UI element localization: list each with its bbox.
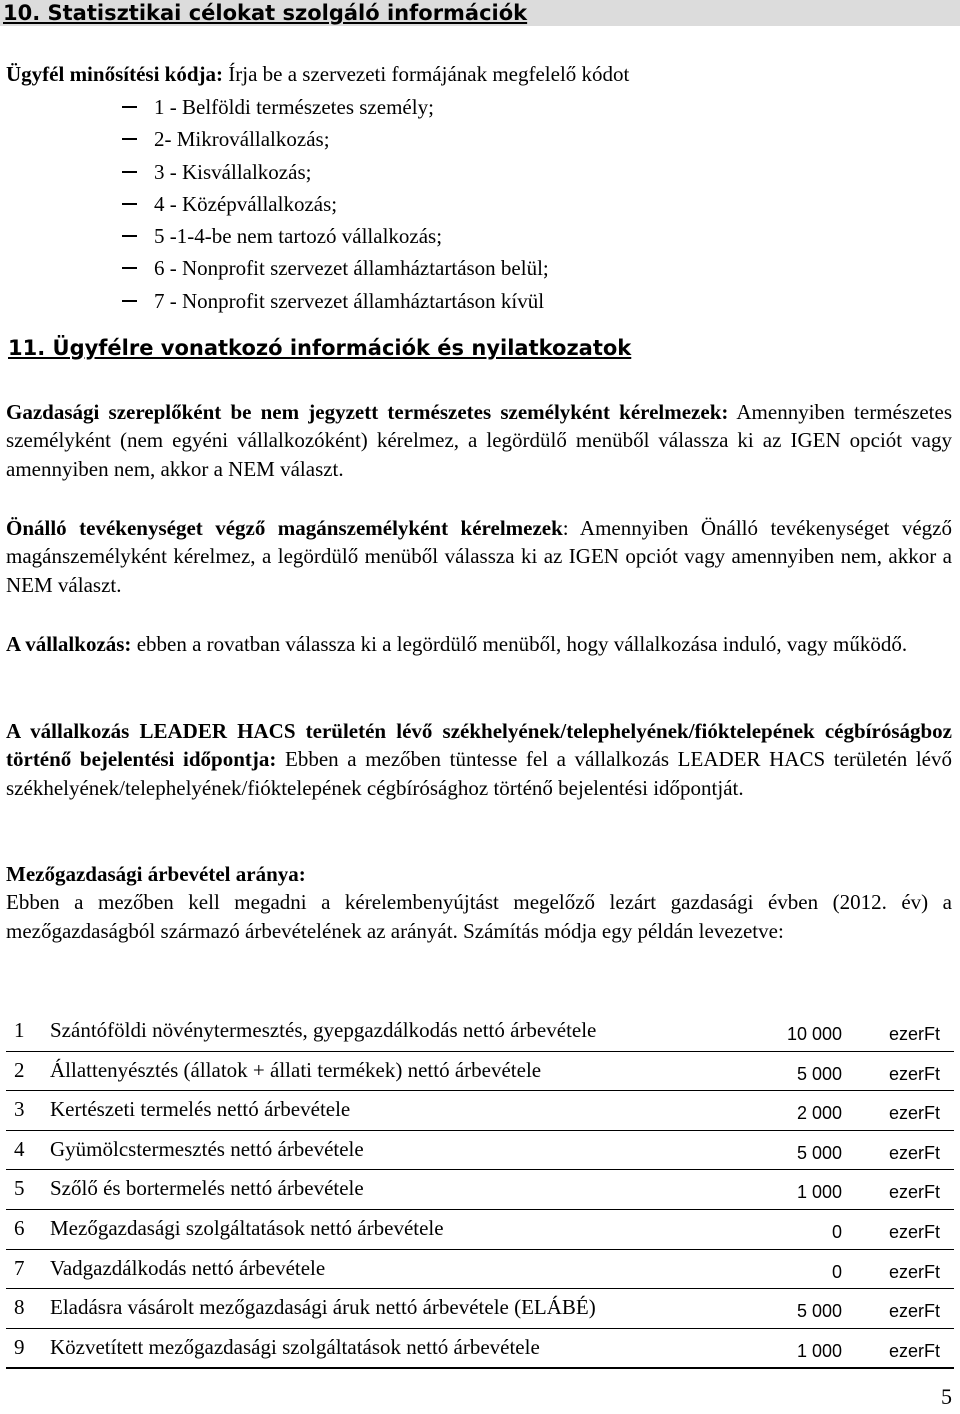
paragraph-text: Ebben a mezőben kell megadni a kérelembenyújtást megelőző lezárt gazdasági évben (2012. év) a mezőgazdaságból származó árbevételének az arányát. Számítás módja egy példán levezetve: bbox=[6, 890, 952, 943]
paragraph-label: A vállalkozás LEADER HACS területén lévő székhelyének/telephelyének/fióktelepének cégbíróságboz történő bejelentési időpontja: bbox=[6, 719, 952, 772]
dash-bullet bbox=[122, 300, 137, 302]
row-value: 10 000 bbox=[786, 1024, 842, 1044]
row-description: Közvetített mezőgazdasági szolgáltatások nettó árbevétele bbox=[50, 1334, 540, 1359]
paragraph-self-employed bbox=[6, 514, 952, 599]
row-description: Szántóföldi növénytermesztés, gyepgazdálkodás nettó árbevétele bbox=[50, 1018, 597, 1042]
client-code-instruction: Írja be a szervezeti formájának megfelelő kódot bbox=[223, 62, 630, 86]
dash-bullet bbox=[122, 106, 137, 108]
row-number: 7 bbox=[14, 1255, 25, 1280]
row-value: 5 000 bbox=[796, 1063, 842, 1084]
row-value: 0 bbox=[831, 1261, 842, 1282]
list-item bbox=[122, 125, 549, 157]
row-value: 5 000 bbox=[796, 1142, 842, 1163]
code-text: 5 -1-4-be nem tartozó vállalkozás; bbox=[154, 224, 443, 249]
row-number: 5 bbox=[14, 1176, 25, 1201]
table-row bbox=[6, 1170, 954, 1210]
paragraph-business bbox=[6, 630, 952, 658]
row-description: Kertészeti termelés nettó árbevétele bbox=[50, 1097, 351, 1122]
paragraph-label: Önálló tevékenységet végző magánszemélyként kérelmezek bbox=[6, 516, 563, 540]
code-text: 6 - Nonprofit szervezet államháztartáson belül; bbox=[154, 256, 549, 281]
row-number: 4 bbox=[14, 1136, 25, 1161]
dash-bullet bbox=[122, 138, 137, 140]
table-row bbox=[6, 1329, 954, 1370]
row-unit: ezerFt bbox=[888, 1063, 940, 1084]
row-unit: ezerFt bbox=[888, 1340, 940, 1361]
dash-bullet bbox=[122, 171, 137, 173]
paragraph-label: Gazdasági szereplőként be nem jegyzett természetes személyként kérelmezek: bbox=[6, 400, 729, 424]
row-value: 5 000 bbox=[796, 1301, 842, 1322]
row-unit: ezerFt bbox=[888, 1261, 940, 1282]
code-text: 2- Mikrovállalkozás; bbox=[154, 127, 330, 152]
row-unit: ezerFt bbox=[888, 1024, 940, 1044]
paragraph-leader-hacs bbox=[6, 717, 952, 802]
row-number: 8 bbox=[14, 1295, 25, 1320]
paragraph-text: : Amennyiben Önálló tevékenységet végző magánszemélyként kérelmez, a legördülő menüből válassza ki az IGEN opciót vagy amennyiben nem, akkor a NEM választ. bbox=[6, 516, 952, 597]
table-row bbox=[6, 1250, 954, 1290]
revenue-table bbox=[6, 1012, 954, 1369]
paragraph-text: ebben a rovatban válassza ki a legördülő menüből, hogy vállalkozása induló, vagy működő. bbox=[131, 632, 908, 656]
row-description: Vadgazdálkodás nettó árbevétele bbox=[50, 1255, 326, 1280]
code-text: 4 - Középvállalkozás; bbox=[154, 191, 338, 216]
list-item bbox=[122, 254, 549, 286]
section-10-heading: 10. Statisztikai célokat szolgáló információk bbox=[0, 0, 960, 26]
table-row bbox=[6, 1052, 954, 1092]
row-description: Mezőgazdasági szolgáltatások nettó árbevétele bbox=[50, 1215, 444, 1240]
table-row bbox=[6, 1012, 954, 1052]
row-unit: ezerFt bbox=[888, 1103, 940, 1124]
row-number: 9 bbox=[14, 1334, 25, 1359]
list-item bbox=[122, 287, 549, 319]
row-value: 1 000 bbox=[796, 1340, 842, 1361]
list-item bbox=[122, 93, 549, 125]
code-text: 7 - Nonprofit szervezet államháztartáson kívül bbox=[154, 288, 545, 313]
code-text: 3 - Kisvállalkozás; bbox=[154, 159, 312, 184]
row-value: 2 000 bbox=[796, 1103, 842, 1124]
paragraph-text: Amennyiben természetes személyként (nem egyéni vállalkozóként) kérelmez, a legördülő menüből válassza ki az IGEN opciót vagy amennyiben nem, akkor a NEM választ. bbox=[6, 400, 952, 481]
paragraph-text: Ebben a mezőben tüntesse fel a vállalkozás LEADER HACS területén lévő székhelyének/telephelyének/fióktelepének cégbírósághoz történő bejelentési időpontját. bbox=[6, 747, 952, 800]
paragraph-agri-revenue bbox=[6, 860, 952, 945]
code-text: 1 - Belföldi természetes személy; bbox=[154, 95, 434, 119]
row-unit: ezerFt bbox=[888, 1221, 940, 1242]
row-value: 0 bbox=[831, 1221, 842, 1242]
table-row bbox=[6, 1289, 954, 1329]
list-item bbox=[122, 222, 549, 254]
list-item bbox=[122, 158, 549, 190]
table-row bbox=[6, 1091, 954, 1131]
client-code-label: Ügyfél minősítési kódja: bbox=[6, 62, 223, 86]
row-number: 3 bbox=[14, 1097, 25, 1122]
row-unit: ezerFt bbox=[888, 1301, 940, 1322]
paragraph-label: Mezőgazdasági árbevétel aránya: bbox=[6, 862, 306, 886]
paragraph-label: A vállalkozás: bbox=[6, 632, 132, 656]
page-number: 5 bbox=[941, 1384, 952, 1409]
table-row bbox=[6, 1131, 954, 1171]
row-number: 6 bbox=[14, 1215, 25, 1240]
list-item bbox=[122, 190, 549, 222]
row-unit: ezerFt bbox=[888, 1182, 940, 1203]
row-description: Szőlő és bortermelés nettó árbevétele bbox=[50, 1176, 364, 1201]
row-value: 1 000 bbox=[796, 1182, 842, 1203]
row-unit: ezerFt bbox=[888, 1142, 940, 1163]
client-code-list bbox=[122, 93, 549, 319]
row-description: Gyümölcstermesztés nettó árbevétele bbox=[50, 1136, 364, 1161]
client-code-line bbox=[6, 60, 629, 88]
dash-bullet bbox=[122, 235, 137, 237]
dash-bullet bbox=[122, 267, 137, 269]
table-row bbox=[6, 1210, 954, 1250]
row-description: Állattenyésztés (állatok + állati termékek) nettó árbevétele bbox=[50, 1057, 542, 1082]
section-11-heading: 11. Ügyfélre vonatkozó információk és nyilatkozatok bbox=[8, 336, 632, 360]
dash-bullet bbox=[122, 203, 137, 205]
row-description: Eladásra vásárolt mezőgazdasági áruk nettó árbevétele (ELÁBÉ) bbox=[50, 1295, 596, 1320]
paragraph-natural-person bbox=[6, 398, 952, 483]
row-number: 2 bbox=[14, 1057, 25, 1082]
row-number: 1 bbox=[14, 1018, 25, 1042]
